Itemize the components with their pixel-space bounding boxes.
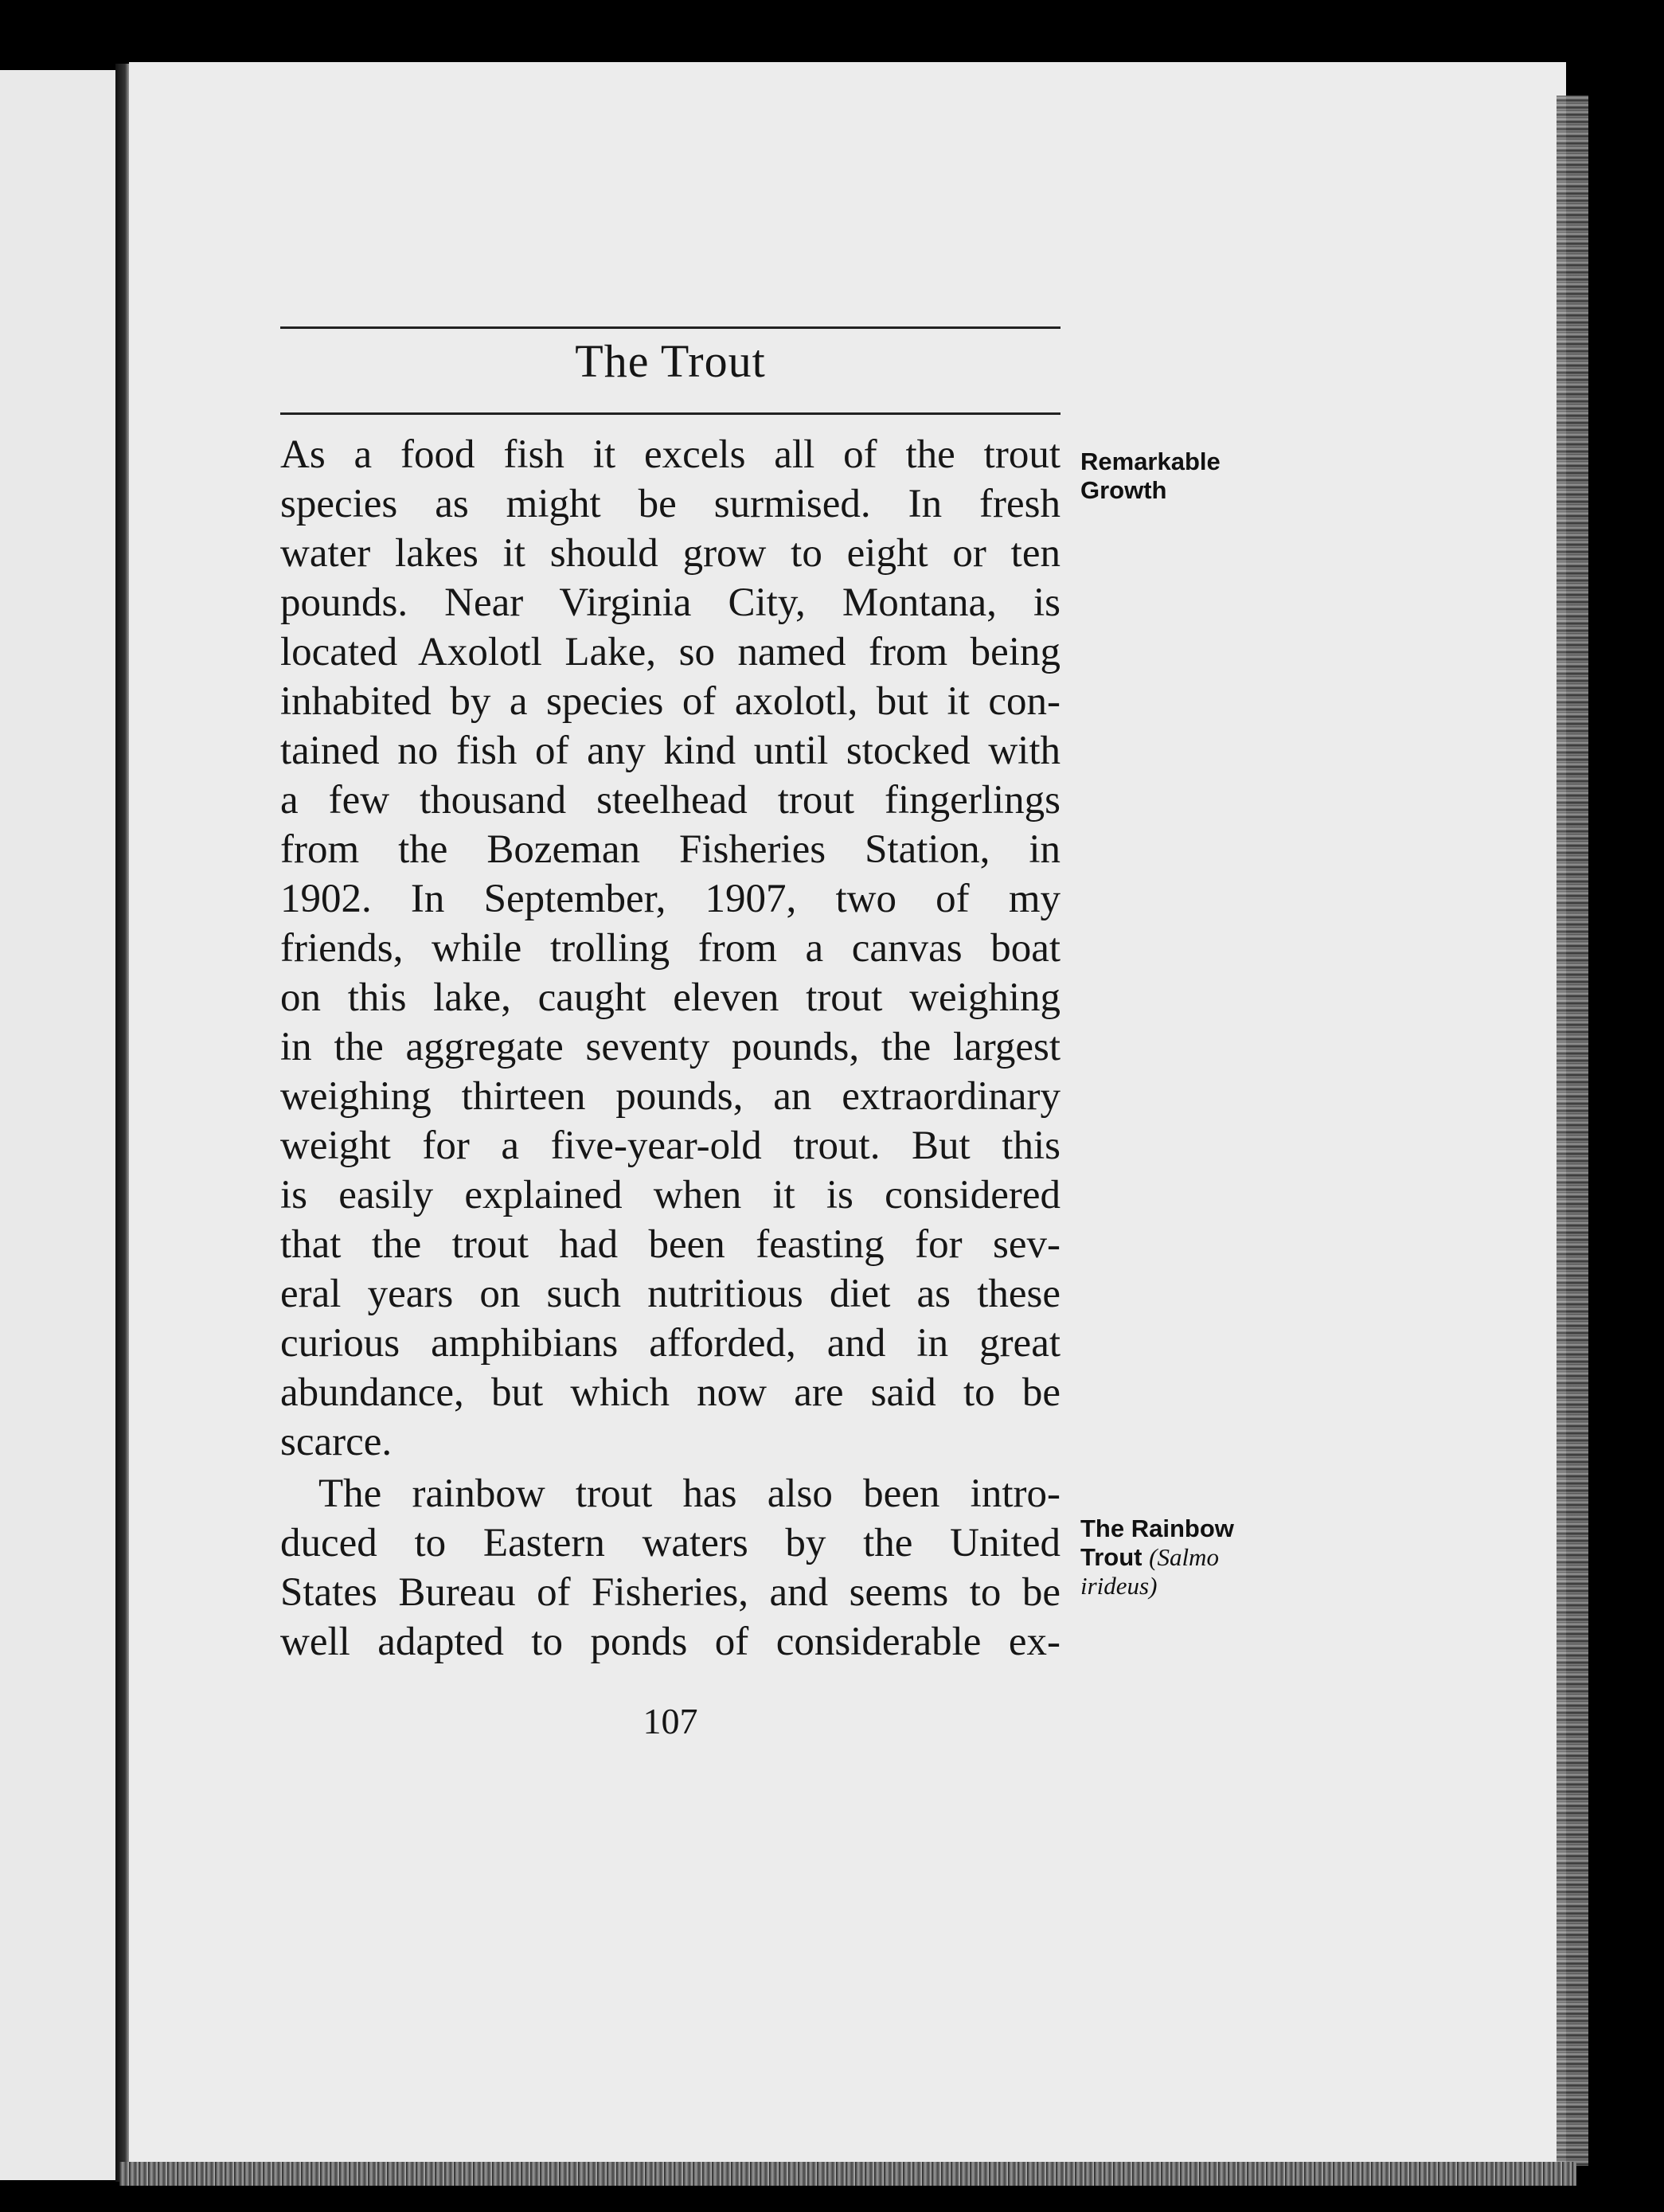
sidenote-line xyxy=(1080,1543,1287,1572)
text-line: inhabited by a species of axolotl, but it con- xyxy=(280,679,1061,724)
text-line: tained no fish of any kind until stocked with xyxy=(280,729,1061,773)
text-line: As a food fish it excels all of the trout xyxy=(280,432,1061,477)
text-line: that the trout had been feasting for sev- xyxy=(280,1222,1061,1267)
text-line: a few thousand steelhead trout fingerlings xyxy=(280,778,1061,823)
sidenote-italic-text: (Salmo xyxy=(1149,1543,1219,1571)
sidenote-remarkable-growth xyxy=(1080,447,1287,505)
text-line: eral years on such nutritious diet as these xyxy=(280,1272,1061,1316)
title-bottom-rule xyxy=(280,412,1061,415)
sidenote-line: The Rainbow xyxy=(1080,1514,1234,1542)
text-line: pounds. Near Virginia City, Montana, is xyxy=(280,580,1061,625)
text-line: weighing thirteen pounds, an extraordinary xyxy=(280,1074,1061,1119)
page-number: 107 xyxy=(643,1701,698,1741)
text-line: abundance, but which now are said to be xyxy=(280,1370,1061,1415)
title-top-rule xyxy=(280,326,1061,329)
text-line: scarce. xyxy=(280,1420,393,1464)
text-line: duced to Eastern waters by the United xyxy=(280,1521,1061,1565)
text-line: is easily explained when it is considered xyxy=(280,1173,1061,1217)
page-title: The Trout xyxy=(575,335,766,387)
text-line: in the aggregate seventy pounds, the largest xyxy=(280,1025,1061,1069)
paragraph-1 xyxy=(280,430,1061,1467)
facing-page-edge xyxy=(0,70,115,2180)
text-line: weight for a five-year-old trout. But this xyxy=(280,1124,1061,1168)
sidenote-line: Remarkable xyxy=(1080,447,1221,475)
sidenote-italic-line: irideus) xyxy=(1080,1572,1158,1600)
text-line: from the Bozeman Fisheries Station, in xyxy=(280,827,1061,872)
text-line: States Bureau of Fisheries, and seems to be xyxy=(280,1570,1061,1615)
text-line: friends, while trolling from a canvas boat xyxy=(280,926,1061,971)
text-line: The rainbow trout has also been intro- xyxy=(318,1471,1061,1516)
page-fore-edge xyxy=(1557,96,1588,2166)
paragraph-2 xyxy=(280,1469,1061,1667)
text-line: water lakes it should grow to eight or ten xyxy=(280,531,1061,576)
text-line: well adapted to ponds of considerable ex- xyxy=(280,1620,1061,1664)
text-line: on this lake, caught eleven trout weighing xyxy=(280,975,1061,1020)
sidenote-bold-text: Trout xyxy=(1080,1543,1143,1571)
text-line: 1902. In September, 1907, two of my xyxy=(280,877,1061,921)
page-bottom-edge xyxy=(119,2162,1576,2186)
sidenote-rainbow-trout xyxy=(1080,1514,1287,1600)
text-line: curious amphibians afforded, and in great xyxy=(280,1321,1061,1366)
text-line: located Axolotl Lake, so named from being xyxy=(280,630,1061,674)
text-line: species as might be surmised. In fresh xyxy=(280,482,1061,526)
sidenote-line: Growth xyxy=(1080,476,1167,504)
